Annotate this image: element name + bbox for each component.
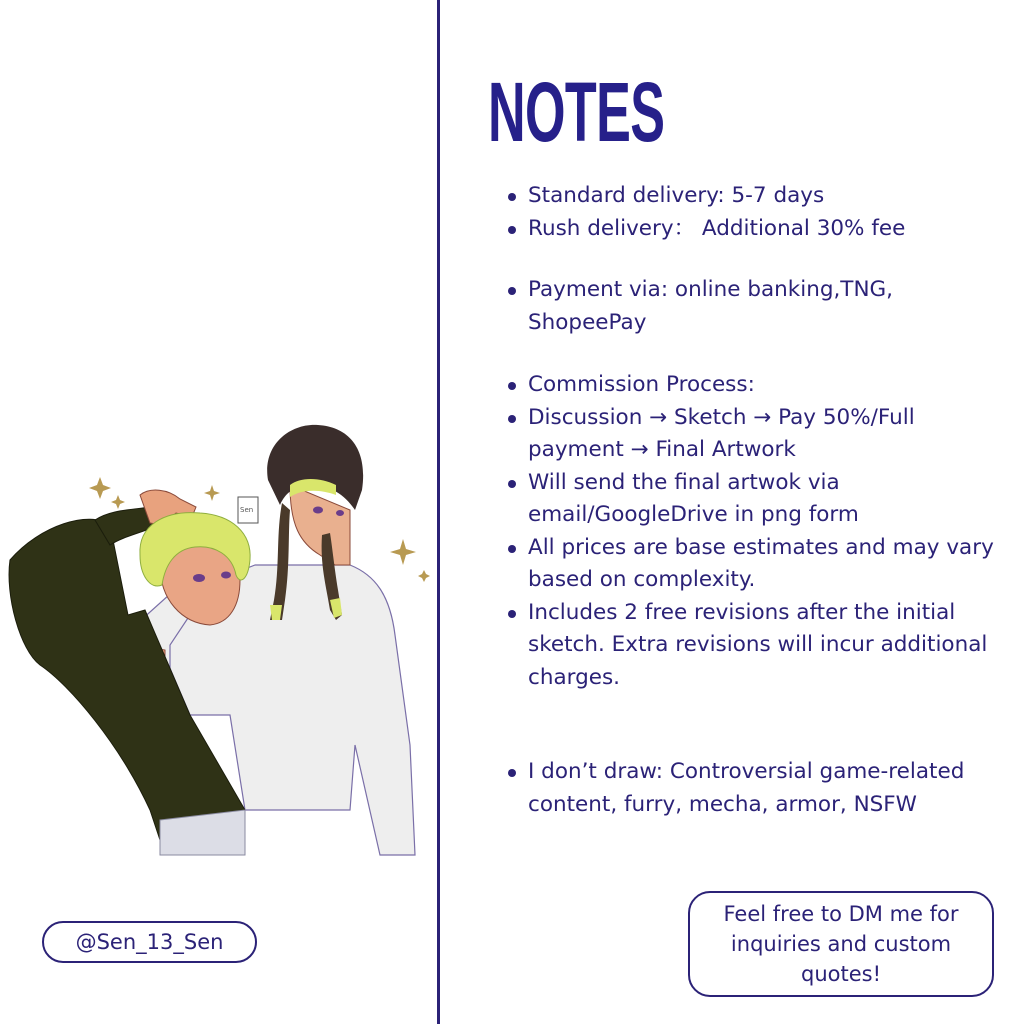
social-handle: @Sen_13_Sen (42, 921, 257, 963)
list-item: Commission Process: (506, 369, 1011, 402)
list-item: Rush delivery： Additional 30% fee (506, 213, 1011, 246)
notes-list (506, 180, 1011, 821)
character-illustration (0, 415, 437, 865)
list-item: Standard delivery: 5-7 days (506, 180, 1011, 213)
list-item: Includes 2 free revisions after the initial sketch. Extra revisions will incur additional charges. (506, 597, 1011, 695)
signature: Sen (240, 506, 254, 514)
list-item: I don’t draw: Controversial game-related content, furry, mecha, armor, NSFW (506, 756, 1011, 821)
vertical-divider (437, 0, 440, 1024)
list-item: Payment via: online banking,TNG, ShopeePay (506, 274, 1011, 339)
list-item: Discussion → Sketch → Pay 50%/Full payment → Final Artwork (506, 402, 1011, 467)
page-title: NOTES (488, 65, 665, 159)
list-item: Will send the final artwok via email/GoogleDrive in png form (506, 467, 1011, 532)
right-face (290, 485, 350, 565)
dm-note: Feel free to DM me for inquiries and custom quotes! (688, 891, 994, 997)
list-item: All prices are base estimates and may vary based on complexity. (506, 532, 1011, 597)
